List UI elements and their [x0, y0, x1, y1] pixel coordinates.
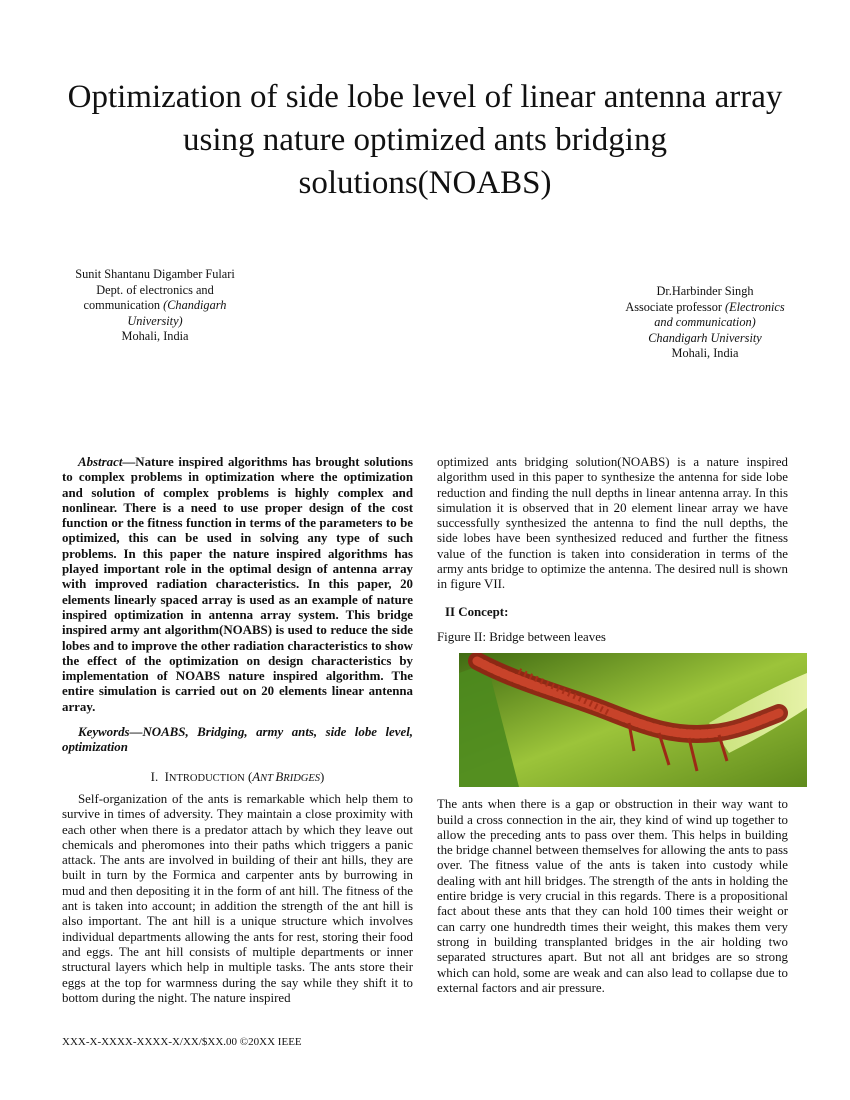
ant-bridge-photo	[459, 653, 807, 787]
author-org: Chandigarh University	[648, 330, 762, 345]
left-column	[62, 455, 413, 1006]
author-name: Dr.Harbinder Singh	[656, 284, 754, 298]
keywords: Keywords—NOABS, Bridging, army ants, side lobe level, optimization	[62, 725, 413, 755]
figure-caption: Figure II: Bridge between leaves	[437, 629, 606, 644]
title-line: solutions(NOABS)	[298, 165, 552, 201]
section-heading-introduction: I. INTRODUCTION (ANT BRIDGES)	[150, 769, 325, 784]
body-paragraph: optimized ants bridging solution(NOABS) is a nature inspired algorithm used in this paper to synthesize the antenna for side lobe reduction and finding the null depths in linear antenna array. In this simulation it is observed that in 20 element linear array we have successfully synthesized the antenna to find the null depths, the side lobes have been synthesized reduced and further the fitness value of the function is taken into consideration in terms of the army ants bridge to optimize the antenna. The desired null is shown in figure VII.	[437, 455, 788, 592]
author-dept: Associate professor (Electronics	[625, 299, 785, 314]
author-dept: Dept. of electronics and	[96, 282, 214, 297]
right-column	[437, 455, 788, 996]
author-dept: and communication)	[654, 315, 756, 329]
author-block-1	[40, 267, 270, 345]
body-paragraph: The ants when there is a gap or obstruction in their way want to build a cross connection in the air, they kind of wind up together to allow the preceding ants to pass over them. This helps in building the bridge channel between themselves for allowing the ants to pass over. The fitness value of the ants is taken into custody while dealing with ant hill bridges. The strength of the ants in holding the entire bridge is very crucial in this regards. There is a propositional fact about these ants that they can hold 100 times their weight or can carry one hundredth times their weight, this makes them very strong in building transplanted bridges in the air holding two separated structures apart. But not all ant bridges are so strong which can hold, some are weak and can also lead to collapse due to external factors and air pressure.	[437, 797, 788, 995]
author-name: Sunit Shantanu Digamber Fulari	[75, 267, 235, 281]
author-location: Mohali, India	[671, 346, 739, 360]
title-line: using nature optimized ants bridging	[183, 122, 667, 158]
introduction-paragraph: Self-organization of the ants is remarkable which help them to survive in times of adversity. They maintain a close proximity with each other when there is a predator attach by which they leave out chemicals and pheromones into their paths which triggers a panic attack. The ants are involved in building of their ant hills, they are built in turn by the Formica and carpenter ants by burrowing in mud and then depositing it in the form of ant hill. The fitness of the ant is taken into account; in addition the strength of the ant hill is also important. The ant hill is a unique structure which involves individual departments allowing the ants for rest, storing their food and eggs. The ant hill consists of multiple departments or inner structural layers which help in multiple tasks. The ants store their eggs at the top for warmness during the say while they shift it to bottom during the night. The nature inspired	[62, 791, 413, 1005]
paper-title	[40, 76, 810, 205]
copyright-footer: XXX-X-XXXX-XXXX-X/XX/$XX.00 ©20XX IEEE	[62, 1036, 302, 1048]
section-heading-concept: II Concept:	[445, 604, 509, 619]
author-block-2	[590, 284, 820, 362]
abstract: Abstract—Nature inspired algorithms has brought solutions to complex problems in optimization where the optimization and solution of complex problems is highly complex and nonlinear. There is a need to use proper design of the cost function or the fitness function in terms of the parameters to be optimized, this can be used in solving any type of such problems. In this paper the nature inspired algorithms has played important role in the optimal design of antenna array with improved radiation characteristics. In this paper, 20 elements linearly spaced array is used as an example of nature inspired optimization in antenna array system. This bridge inspired army ant algorithm(NOABS) is used to reduce the side lobes and to improve the other radiation characteristics to show the effect of the optimization on design characteristics by implementation of NOABS nature inspired algorithm. The entire simulation is carried out on 20 elements linear antenna array.	[62, 455, 413, 714]
author-org: University)	[127, 313, 183, 328]
author-dept: communication (Chandigarh	[83, 298, 227, 312]
title-line: Optimization of side lobe level of linear antenna array	[67, 79, 783, 115]
author-location: Mohali, India	[121, 329, 189, 343]
